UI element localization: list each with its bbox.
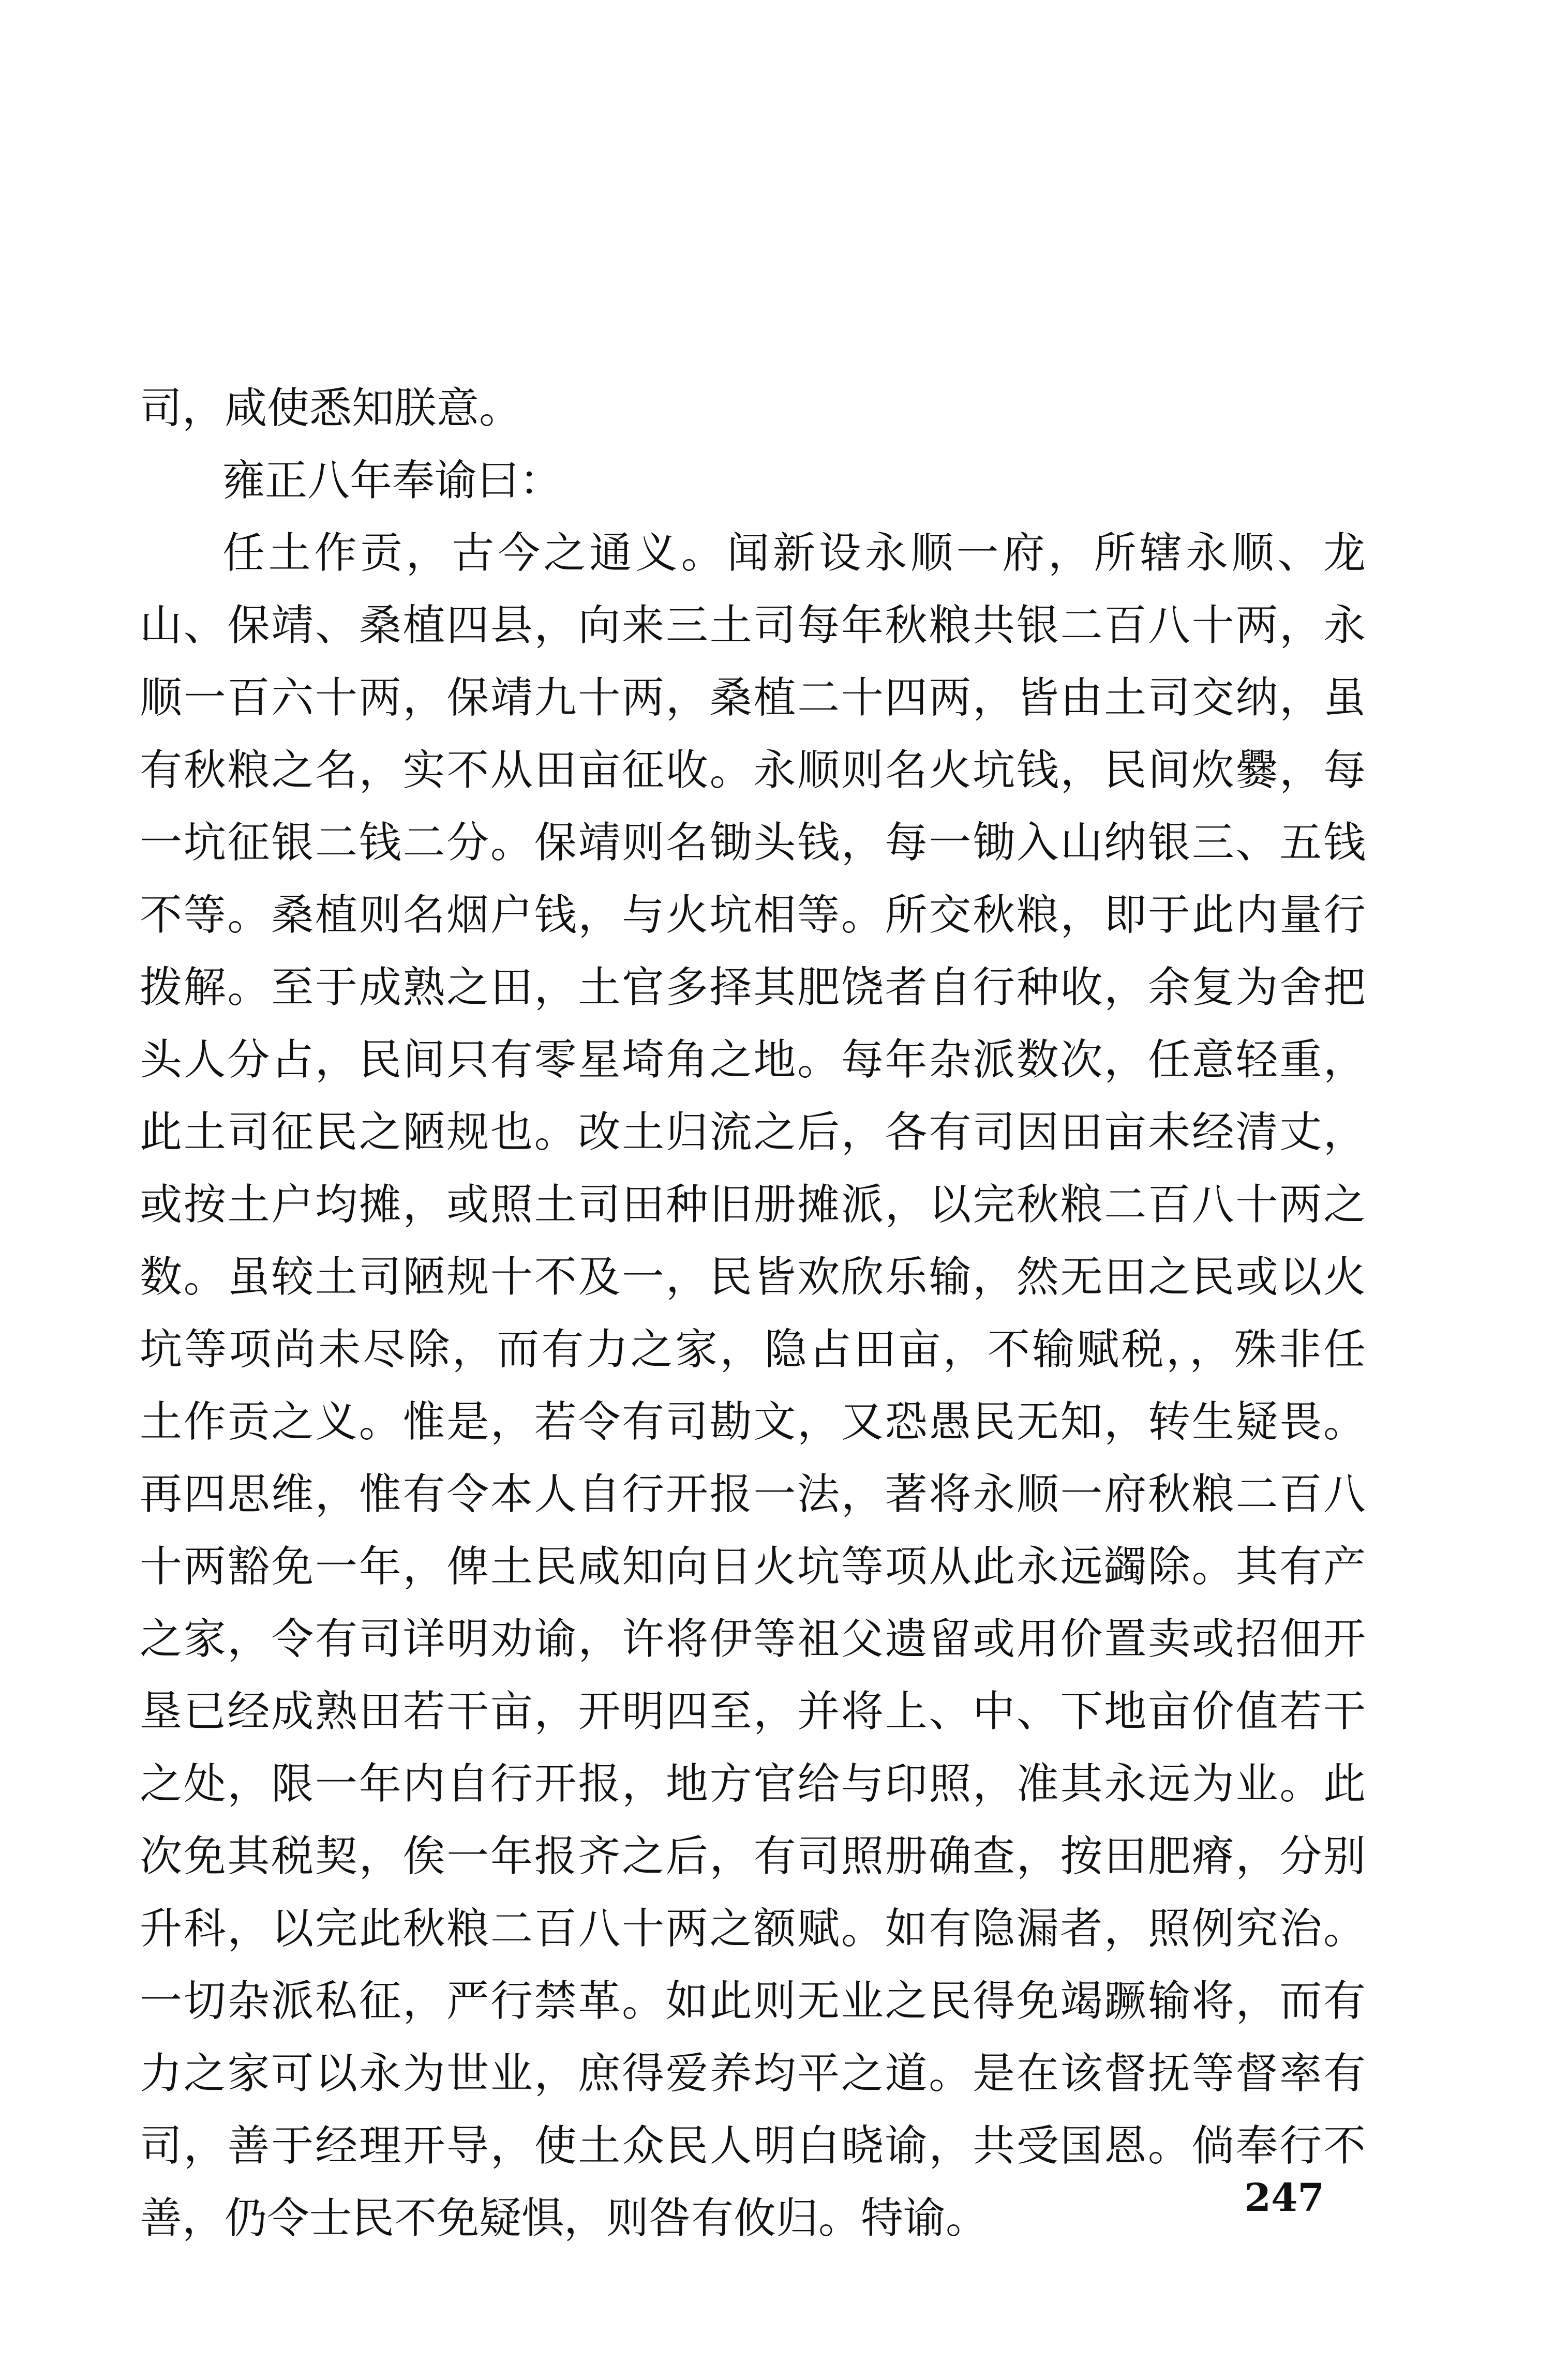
- text-line-23: 一切杂派私征，严行禁革。如此则无业之民得免竭蹶输将，而有: [140, 1977, 1366, 2026]
- text-line-24: 力之家可以永为世业，庶得爱养均平之道。是在该督抚等督率有: [140, 2049, 1366, 2098]
- text-line-16: 再四思维，惟有令本人自行开报一法，著将永顺一府秋粮二百八: [140, 1470, 1366, 1519]
- text-line-13: 数。虽较土司陋规十不及一，民皆欢欣乐输，然无田之民或以火: [140, 1253, 1366, 1302]
- page-number: 247: [1244, 2176, 1324, 2220]
- text-line-25: 司，善于经理开导，使土众民人明白晓谕，共受国恩。倘奉行不: [140, 2121, 1366, 2171]
- text-line-11: 此土司征民之陋规也。改土归流之后，各有司因田亩未经清丈，: [140, 1108, 1366, 1157]
- text-line-10: 头人分占，民间只有零星埼角之地。每年杂派数次，任意轻重，: [140, 1035, 1366, 1084]
- text-line-7: 一坑征银二钱二分。保靖则名锄头钱，每一锄入山纳银三、五钱: [140, 818, 1366, 867]
- text-line-19: 垦已经成熟田若干亩，开明四至，并将上、中、下地亩价值若干: [140, 1687, 1366, 1736]
- text-line-1: 司，咸使悉知朕意。: [140, 384, 522, 433]
- text-line-20: 之处，限一年内自行开报，地方官给与印照，准其永远为业。此: [140, 1759, 1366, 1809]
- text-line-6: 有秋粮之名，实不从田亩征收。永顺则名火坑钱，民间炊爨，每: [140, 746, 1366, 795]
- text-line-12: 或按土户均摊，或照土司田种旧册摊派，以完秋粮二百八十两之: [140, 1180, 1366, 1229]
- text-line-4: 山、保靖、桑植四县，向来三土司每年秋粮共银二百八十两，永: [140, 601, 1366, 650]
- text-line-5: 顺一百六十两，保靖九十两，桑植二十四两，皆由土司交纳，虽: [140, 673, 1366, 722]
- text-line-14: 坑等项尚未尽除，而有力之家，隐占田亩，不输赋税，，殊非任: [140, 1325, 1366, 1374]
- text-line-21: 次免其税契，俟一年报齐之后，有司照册确查，按田肥瘠，分别: [140, 1832, 1366, 1881]
- text-line-18: 之家，令有司详明劝谕，许将伊等祖父遗留或用价置卖或招佃开: [140, 1615, 1366, 1664]
- text-line-26: 善，仍令士民不免疑惧，则咎有攸归。特谕。: [140, 2194, 989, 2243]
- text-line-22: 升科，以完此秋粮二百八十两之额赋。如有隐漏者，照例究治。: [140, 1904, 1366, 1953]
- text-line-9: 拨解。至于成熟之田，土官多择其肥饶者自行种收，余复为舍把: [140, 963, 1366, 1012]
- text-line-3: 任土作贡，古今之通义。闻新设永顺一府，所辖永顺、龙: [222, 529, 1366, 578]
- heading-line: 雍正八年奉谕曰：: [222, 456, 562, 505]
- text-line-17: 十两豁免一年，俾土民咸知向日火坑等项从此永远蠲除。其有产: [140, 1542, 1366, 1591]
- text-line-15: 土作贡之义。惟是，若令有司勘文，又恐愚民无知，转生疑畏。: [140, 1397, 1366, 1447]
- text-line-8: 不等。桑植则名烟户钱，与火坑相等。所交秋粮，即于此内量行: [140, 891, 1366, 940]
